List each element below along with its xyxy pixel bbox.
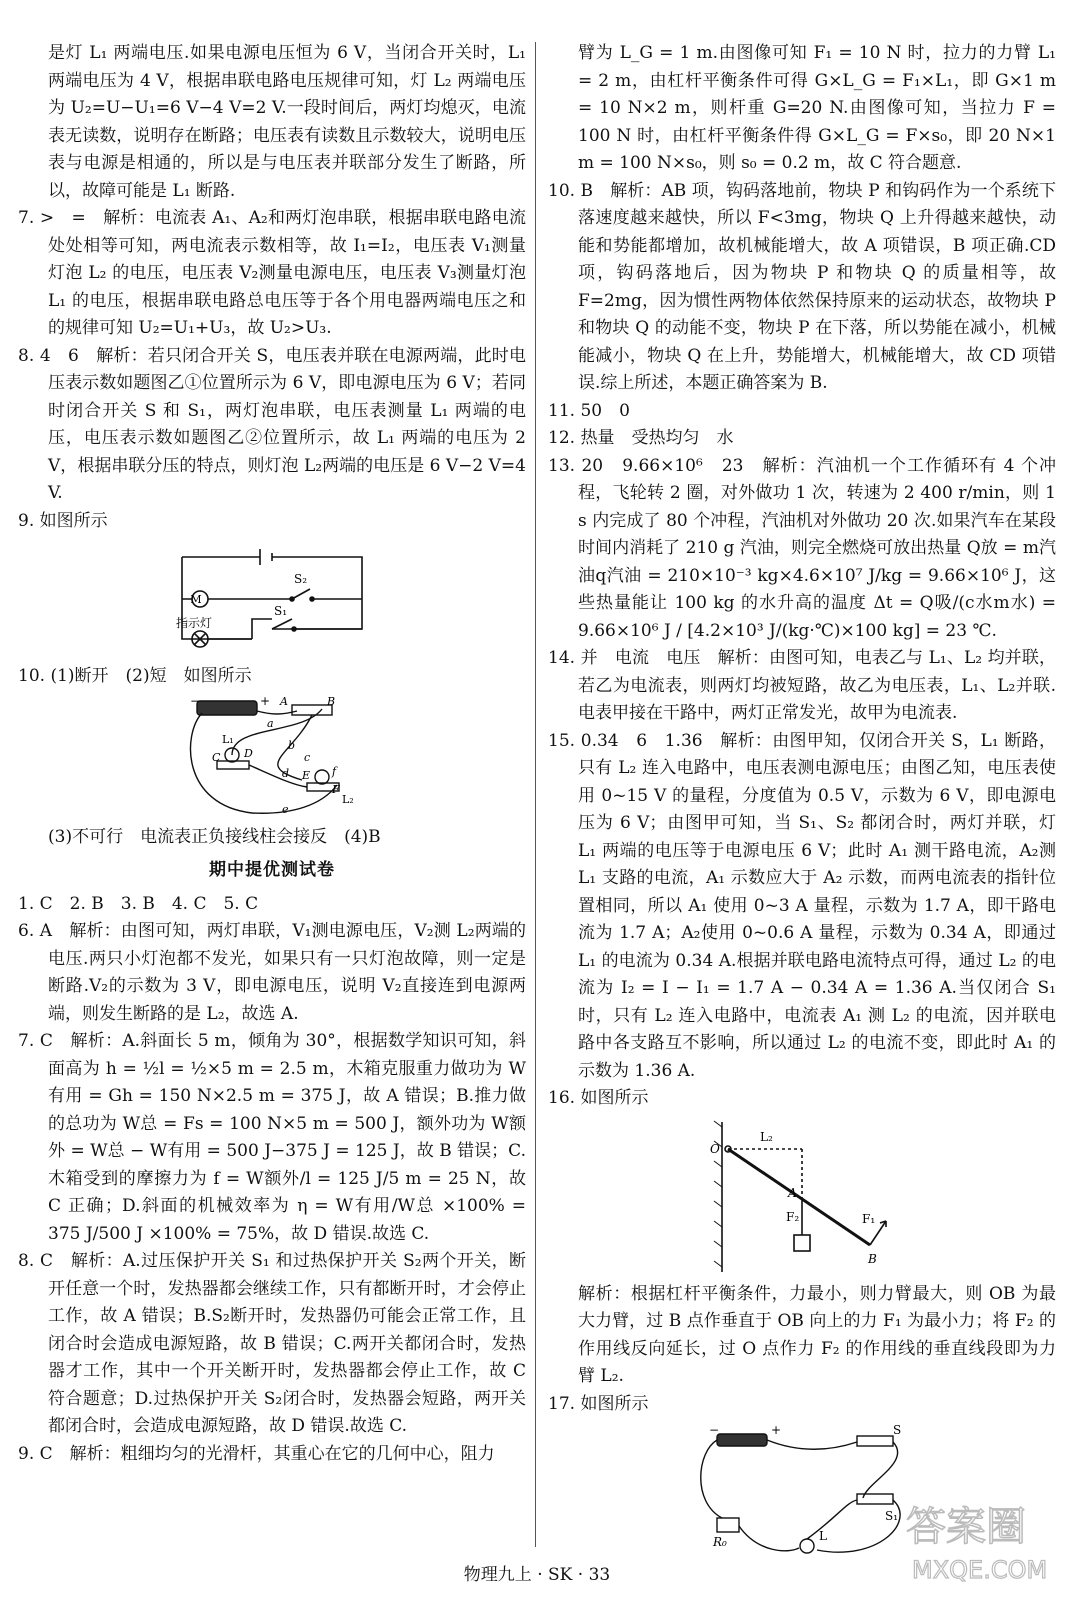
left-column — [18, 40, 526, 1468]
answer-paragraph: 8. 4 6 解析：若只闭合开关 S，电压表并联在电源两端，此时电压表示数如题图乙①位置所示为 6 V，即电源电压为 6 V；若同时闭合开关 S 和 S₁，两灯泡串联，电压表测量 L₁ 两端的电压，电压表示数如题图乙②位置所示，故 L₁ 两端的电压为 2 V，根据串联分压的特点，则灯泡 L₂两端的电压是 6 V−2 V=4 V. — [18, 345, 526, 503]
svg-text:+: + — [260, 694, 271, 708]
answer-paragraph: 7. C 解析：A.斜面长 5 m，倾角为 30°，根据数学知识可知，斜面高为 h = ½l = ½×5 m = 2.5 m，木箱克服重力做功为 W有用 = Gh = 150 N×2.5 m = 375 J，故 A 错误；B.推力做的总功为 W总 = Fs = 100 N×5 m = 500 J，额外功为 W额外 = W总 − W有用 = 500 J−375 J = 125 J，故 B 错误；C.木箱受到的摩擦力为 f = W额外/l = 125 J/5 m = 25 N，故 C 正确；D.斜面的机械效率为 η = W有用/W总 ×100% = 375 J/500 J ×100% = 75%，故 D 错误.故选 C. — [18, 1031, 526, 1244]
svg-text:R₀: R₀ — [713, 1535, 727, 1549]
svg-text:F₁: F₁ — [862, 1211, 876, 1226]
svg-text:−: − — [709, 1423, 720, 1437]
svg-text:O: O — [710, 1141, 720, 1156]
answer-paragraph: 13. 20 9.66×10⁶ 23 解析：汽油机一个工作循环有 4 个冲程，飞轮转 2 圈，对外做功 1 次，转速为 2 400 r/min，则 1 s 内完成了 80 个冲程，汽油机对外做功 20 次.如果汽车在某段时间内消耗了 210 g 汽油，则完全燃烧可放出热量 Q放 = m汽油q汽油 = 210×10⁻³ kg×4.6×10⁷ J/kg = 9.66×10⁶ J，这些热量能让 100 kg 的水升高的温度 Δt = Q吸/(c水m水) = 9.66×10⁶ J / [4.2×10³ J/(kg·℃)×100 kg] = 23 ℃. — [548, 455, 1056, 641]
svg-text:B: B — [868, 1251, 877, 1266]
svg-text:d: d — [282, 766, 290, 780]
svg-text:D: D — [244, 746, 253, 760]
answer-paragraph: 14. 并 电流 电压 解析：由图可知，电表乙与 L₁、L₂ 均并联，若乙为电流表，则两灯均被短路，故乙为电压表，L₁、L₂并联.电表甲接在干路中，两灯正常发光，故甲为电流表. — [548, 648, 1056, 723]
s1-label: S₁ — [274, 604, 288, 618]
svg-text:f: f — [332, 764, 337, 778]
svg-text:e: e — [282, 802, 289, 816]
answer-paragraph: 10. B 解析：AB 项，钩码落地前，物块 P 和钩码作为一个系统下落速度越来越快，所以 F<3mg，物块 Q 上升得越来越快，动能和势能都增加，故机械能增大，故 A 项错误，B 项正确.CD 项，钩码落地后，因为物块 P 和物块 Q 的质量相等，故 F=2mg，因为惯性两物体依然保持原来的运动状态，故物块 P 和物块 Q 的动能不变，物块 P 在下落，所以势能在减小，机械能减小，物块 Q 在上升，势能增大，机械能增大，故 CD 项错误.综上所述，本题正确答案为 B. — [548, 180, 1056, 393]
bulb-l2 — [315, 770, 329, 784]
resistor-r0 — [717, 1518, 739, 1532]
answer-paragraph: 9. 如图所示 — [18, 510, 108, 531]
watermark-line1: 答案圈 — [906, 1504, 1026, 1550]
answer-paragraph: 16. 如图所示 — [548, 1088, 649, 1108]
answer-paragraph: 12. 热量 受热均匀 水 — [548, 428, 734, 448]
switch-s1 — [857, 1494, 893, 1504]
answer-paragraph: 8. C 解析：A.过压保护开关 S₁ 和过热保护开关 S₂两个开关，断开任意一个时，发热器都会继续工作，只有都断开时，才会停止工作，故 A 错误；B.S₂断开时，发热器仍可能会正常工作，且闭合时会造成电源短路，故 B 错误；C.两开关都闭合时，发热器才工作，其中一个开关断开时，发热器都会停止工作，故 C 符合题意；D.过热保护开关 S₂闭合时，发热器会短路，两开关都闭合时，会造成电源短路，故 D 错误.故选 C. — [18, 1251, 526, 1436]
svg-text:L: L — [819, 1529, 827, 1543]
svg-text:a: a — [267, 716, 274, 730]
svg-text:F: F — [332, 782, 340, 796]
section-title: 期中提优测试卷 — [209, 860, 335, 880]
svg-text:L₁: L₁ — [222, 732, 234, 746]
weight-block — [794, 1235, 810, 1251]
svg-text:S₁: S₁ — [885, 1509, 899, 1523]
fig10-container — [18, 695, 526, 820]
watermark-logo — [898, 1488, 1068, 1588]
svg-text:F₂: F₂ — [786, 1209, 800, 1224]
answer-paragraph: 6. A 解析：由图可知，两灯串联，V₁测电源电压，V₂测 L₂两端的电压.两只小灯泡都不发光，如果只有一只灯泡故障，则一定是断路.V₂的示数为 3 V，即电源电压，说明 V₂直接连到电源两端，则发生断路的是 L₂，故选 A. — [18, 921, 526, 1024]
answer-paragraph: 臂为 L_G = 1 m.由图像可知 F₁ = 10 N 时，拉力的力臂 L₁ = 2 m，由杠杆平衡条件可得 G×L_G = F₁×L₁，即 G×1 m = 10 N×2 m，则杆重 G=20 N.由图像可知，当拉力 F = 100 N 时，由杠杆平衡条件得 G×L_G = F×s₀，即 20 N×1 m = 100 N×s₀，则 s₀ = 0.2 m，故 C 符合题意. — [578, 43, 1056, 173]
svg-text:c: c — [304, 750, 311, 764]
page-footer: 物理九上 · SK · 33 — [463, 1565, 611, 1585]
answer-paragraph: 10. (1)断开 (2)短 如图所示 — [18, 666, 252, 686]
answer-paragraph: (3)不可行 电流表正负接线柱会接反 (4)B — [48, 826, 381, 847]
svg-text:S: S — [893, 1423, 902, 1437]
answer-paragraph: 1. C 2. B 3. B 4. C 5. C — [18, 893, 259, 914]
svg-text:A: A — [280, 694, 288, 708]
right-column — [548, 40, 1056, 1576]
column-divider — [535, 42, 536, 1547]
svg-text:−: − — [190, 694, 201, 708]
lever-rod — [728, 1149, 870, 1245]
battery-pack — [717, 1434, 767, 1446]
svg-text:b: b — [288, 738, 296, 752]
answer-paragraph: 15. 0.34 6 1.36 解析：由图甲知，仅闭合开关 S，L₁ 断路，只有 L₂ 连入电路中，电压表测电源电压；由图乙知，电压表使用 0~15 V 的量程，分度值为 0.5 V，示数为 6 V，即电源电压为 6 V；由图甲可知，当 S₁、S₂ 都闭合时，两灯并联，灯 L₁ 两端的电压等于电源电压 6 V；此时 A₁ 测干路电流，A₂测 L₁ 支路的电流，A₁ 示数应大于 A₂ 示数，而两电流表的指针位置相同，所以 A₁ 使用 0~3 A 量程，示数为 1.7 A，即干路电流为 1.7 A；A₂使用 0~0.6 A 量程，示数为 0.34 A，即通过 L₁ 的电流为 0.34 A.根据并联电路电流特点可得，通过 L₂ 的电流为 I₂ = I − I₁ = 1.7 A − 0.34 A = 1.36 A.当仅闭合 S₁ 时，只有 L₂ 连入电路中，电流表 A₁ 测 L₂ 的电流，因并联电路中各支路互不影响，所以通过 L₂ 的电流不变，即此时 A₁ 的示数为 1.36 A. — [548, 730, 1056, 1081]
svg-text:B: B — [327, 694, 336, 708]
switch-s2-blade — [292, 589, 310, 599]
svg-text:L₂: L₂ — [760, 1129, 773, 1144]
motor-label: M — [190, 593, 202, 606]
figure-9-circuit — [172, 539, 372, 659]
fig16-container — [548, 1117, 1056, 1277]
svg-text:+: + — [771, 1423, 782, 1437]
answer-paragraph: 是灯 L₁ 两端电压.如果电源电压恒为 6 V，当闭合开关时，L₁ 两端电压为 4 V，根据串联电路电压规律可知，灯 L₂ 两端电压为 U₂=U−U₁=6 V−4 V=2 V.一段时间后，两灯均熄灭，电流表无读数，说明存在断路；电压表有读数且示数较大，说明电压表与电源是相通的，所以是与电压表并联部分发生了断路，所以，故障可能是 L₁ 断路. — [48, 43, 526, 201]
answer-paragraph: 解析：根据杠杆平衡条件，力最小，则力臂最大，则 OB 为最大力臂，过 B 点作垂直于 OB 向上的力 F₁ 为最小力；将 F₂ 的作用线反向延长，过 O 点作力 F₂ 的作用线的垂直线段即为力臂 L₂. — [578, 1283, 1056, 1386]
figure-10-wiring — [172, 695, 372, 820]
battery-pack — [197, 701, 257, 715]
answer-paragraph: 17. 如图所示 — [548, 1393, 649, 1414]
svg-text:L₂: L₂ — [342, 792, 354, 806]
answer-paragraph: 11. 50 0 — [548, 400, 630, 421]
figure-17-wiring — [687, 1422, 917, 1572]
fig9-container — [18, 539, 526, 659]
watermark-line2: MXQE.COM — [912, 1556, 1048, 1584]
svg-text:A: A — [788, 1185, 797, 1200]
switch-base — [292, 705, 332, 715]
svg-text:E: E — [302, 768, 311, 782]
switch-s — [857, 1436, 893, 1446]
indicator-lamp-label: 指示灯 — [176, 616, 213, 630]
s2-label: S₂ — [294, 572, 308, 586]
figure-16-lever — [702, 1117, 902, 1277]
switch-s1-blade — [272, 619, 292, 629]
svg-text:C: C — [212, 750, 221, 764]
answer-paragraph: 7. > = 解析：电流表 A₁、A₂和两灯泡串联，根据串联电路电流处处相等可知，两电流表示数相等，故 I₁=I₂，电压表 V₁测量灯泡 L₂ 的电压，电压表 V₂测量电源电压，电压表 V₃测量灯泡 L₁ 的电压，根据串联电路总电压等于各个用电器两端电压之和的规律可知 U₂=U₁+U₃，故 U₂>U₃. — [18, 208, 526, 338]
bulb-l — [800, 1539, 814, 1553]
answer-paragraph: 9. C 解析：粗细均匀的光滑杆，其重心在它的几何中心，阻力 — [18, 1443, 495, 1464]
